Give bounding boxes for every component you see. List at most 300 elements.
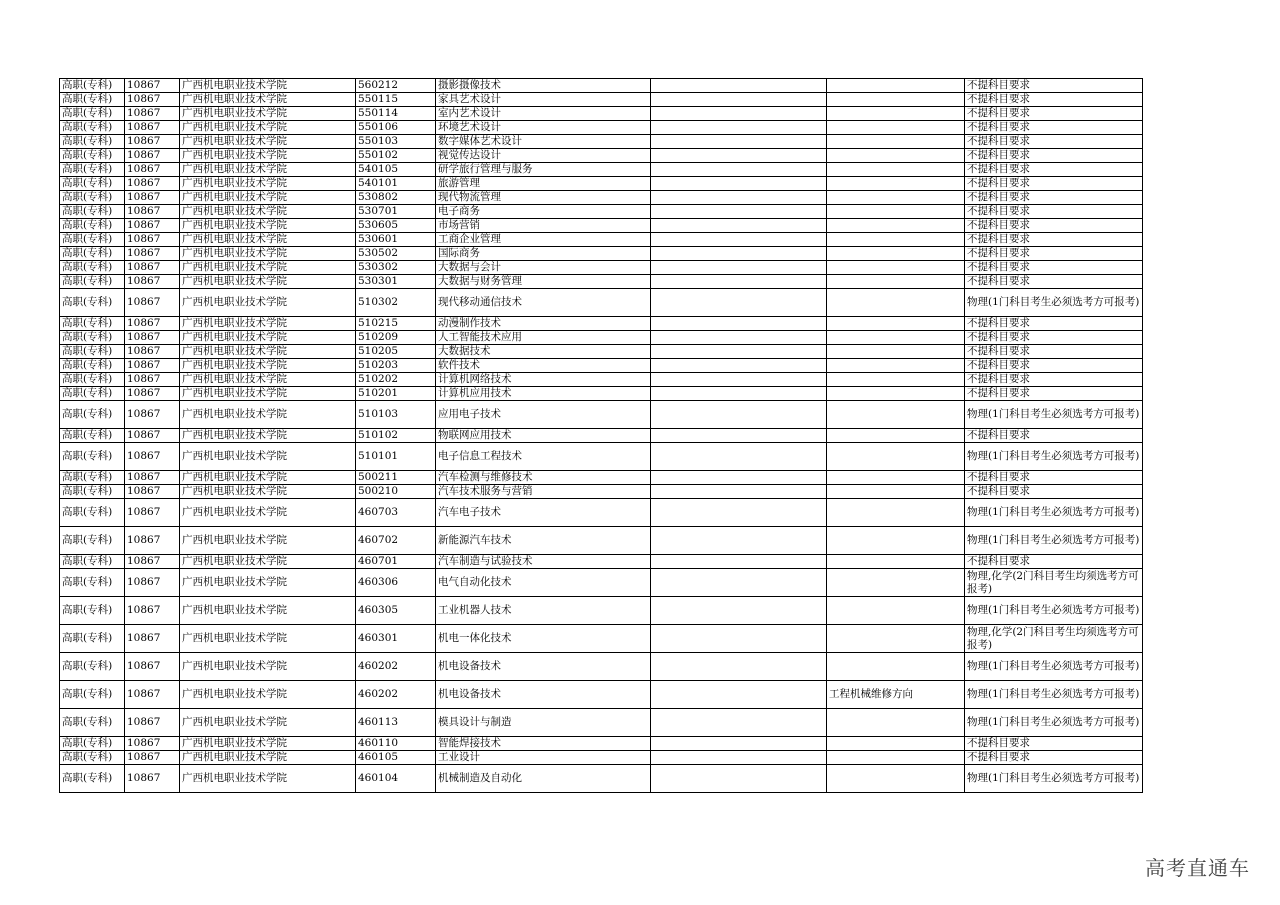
level-cell: 高职(专科) xyxy=(60,653,125,681)
school-code-cell: 10867 xyxy=(125,625,180,653)
school-code-cell: 10867 xyxy=(125,499,180,527)
level-cell: 高职(专科) xyxy=(60,177,125,191)
blank-cell xyxy=(651,205,827,219)
requirement-cell: 物理(1门科目考生必须选考方可报考) xyxy=(965,401,1143,429)
school-code-cell: 10867 xyxy=(125,107,180,121)
major-code-cell: 510209 xyxy=(356,331,436,345)
level-cell: 高职(专科) xyxy=(60,191,125,205)
major-code-cell: 530302 xyxy=(356,261,436,275)
major-name-cell: 汽车制造与试验技术 xyxy=(436,555,651,569)
major-name-cell: 汽车电子技术 xyxy=(436,499,651,527)
direction-cell xyxy=(827,359,965,373)
level-cell: 高职(专科) xyxy=(60,499,125,527)
direction-cell xyxy=(827,555,965,569)
requirement-cell: 物理(1门科目考生必须选考方可报考) xyxy=(965,709,1143,737)
major-code-cell: 510101 xyxy=(356,443,436,471)
blank-cell xyxy=(651,79,827,93)
school-name-cell: 广西机电职业技术学院 xyxy=(180,331,356,345)
major-code-cell: 500210 xyxy=(356,485,436,499)
level-cell: 高职(专科) xyxy=(60,121,125,135)
level-cell: 高职(专科) xyxy=(60,345,125,359)
table-row xyxy=(60,443,1143,471)
school-name-cell: 广西机电职业技术学院 xyxy=(180,79,356,93)
major-name-cell: 视觉传达设计 xyxy=(436,149,651,163)
major-code-cell: 460104 xyxy=(356,765,436,793)
blank-cell xyxy=(651,443,827,471)
table-row xyxy=(60,471,1143,485)
school-code-cell: 10867 xyxy=(125,247,180,261)
major-code-cell: 460306 xyxy=(356,569,436,597)
blank-cell xyxy=(651,751,827,765)
major-name-cell: 新能源汽车技术 xyxy=(436,527,651,555)
major-name-cell: 动漫制作技术 xyxy=(436,317,651,331)
school-name-cell: 广西机电职业技术学院 xyxy=(180,107,356,121)
level-cell: 高职(专科) xyxy=(60,317,125,331)
school-name-cell: 广西机电职业技术学院 xyxy=(180,597,356,625)
requirement-cell: 不提科目要求 xyxy=(965,163,1143,177)
direction-cell xyxy=(827,191,965,205)
level-cell: 高职(专科) xyxy=(60,163,125,177)
major-code-cell: 510203 xyxy=(356,359,436,373)
requirement-cell: 物理(1门科目考生必须选考方可报考) xyxy=(965,765,1143,793)
table-row xyxy=(60,401,1143,429)
direction-cell xyxy=(827,275,965,289)
major-code-cell: 540101 xyxy=(356,177,436,191)
requirement-cell: 不提科目要求 xyxy=(965,345,1143,359)
requirement-cell: 物理(1门科目考生必须选考方可报考) xyxy=(965,527,1143,555)
school-code-cell: 10867 xyxy=(125,401,180,429)
requirement-cell: 不提科目要求 xyxy=(965,233,1143,247)
blank-cell xyxy=(651,555,827,569)
requirement-cell: 不提科目要求 xyxy=(965,135,1143,149)
requirement-cell: 不提科目要求 xyxy=(965,219,1143,233)
school-code-cell: 10867 xyxy=(125,261,180,275)
major-code-cell: 460301 xyxy=(356,625,436,653)
major-code-cell: 510103 xyxy=(356,401,436,429)
requirement-cell: 物理(1门科目考生必须选考方可报考) xyxy=(965,443,1143,471)
level-cell: 高职(专科) xyxy=(60,135,125,149)
school-code-cell: 10867 xyxy=(125,443,180,471)
direction-cell xyxy=(827,569,965,597)
school-name-cell: 广西机电职业技术学院 xyxy=(180,233,356,247)
requirement-cell: 不提科目要求 xyxy=(965,191,1143,205)
school-name-cell: 广西机电职业技术学院 xyxy=(180,499,356,527)
major-name-cell: 工业设计 xyxy=(436,751,651,765)
blank-cell xyxy=(651,317,827,331)
school-code-cell: 10867 xyxy=(125,569,180,597)
direction-cell xyxy=(827,247,965,261)
direction-cell xyxy=(827,401,965,429)
level-cell: 高职(专科) xyxy=(60,373,125,387)
blank-cell xyxy=(651,135,827,149)
level-cell: 高职(专科) xyxy=(60,471,125,485)
level-cell: 高职(专科) xyxy=(60,569,125,597)
level-cell: 高职(专科) xyxy=(60,289,125,317)
requirement-cell: 物理(1门科目考生必须选考方可报考) xyxy=(965,597,1143,625)
level-cell: 高职(专科) xyxy=(60,359,125,373)
major-code-cell: 550114 xyxy=(356,107,436,121)
requirement-cell: 不提科目要求 xyxy=(965,331,1143,345)
requirement-cell: 物理(1门科目考生必须选考方可报考) xyxy=(965,681,1143,709)
level-cell: 高职(专科) xyxy=(60,681,125,709)
direction-cell xyxy=(827,177,965,191)
school-code-cell: 10867 xyxy=(125,737,180,751)
school-code-cell: 10867 xyxy=(125,765,180,793)
table-body xyxy=(60,79,1143,793)
direction-cell xyxy=(827,625,965,653)
level-cell: 高职(专科) xyxy=(60,387,125,401)
requirement-cell: 不提科目要求 xyxy=(965,275,1143,289)
school-name-cell: 广西机电职业技术学院 xyxy=(180,373,356,387)
requirement-cell: 不提科目要求 xyxy=(965,79,1143,93)
major-name-cell: 国际商务 xyxy=(436,247,651,261)
school-name-cell: 广西机电职业技术学院 xyxy=(180,555,356,569)
direction-cell xyxy=(827,205,965,219)
major-name-cell: 旅游管理 xyxy=(436,177,651,191)
school-name-cell: 广西机电职业技术学院 xyxy=(180,443,356,471)
major-code-cell: 510215 xyxy=(356,317,436,331)
major-name-cell: 机电设备技术 xyxy=(436,653,651,681)
blank-cell xyxy=(651,107,827,121)
requirement-cell: 物理,化学(2门科目考生均须选考方可报考) xyxy=(965,625,1143,653)
major-name-cell: 电子商务 xyxy=(436,205,651,219)
school-name-cell: 广西机电职业技术学院 xyxy=(180,289,356,317)
major-name-cell: 智能焊接技术 xyxy=(436,737,651,751)
blank-cell xyxy=(651,219,827,233)
blank-cell xyxy=(651,681,827,709)
blank-cell xyxy=(651,121,827,135)
level-cell: 高职(专科) xyxy=(60,401,125,429)
school-code-cell: 10867 xyxy=(125,289,180,317)
table-row xyxy=(60,709,1143,737)
school-code-cell: 10867 xyxy=(125,709,180,737)
major-code-cell: 460702 xyxy=(356,527,436,555)
direction-cell xyxy=(827,751,965,765)
school-name-cell: 广西机电职业技术学院 xyxy=(180,765,356,793)
school-code-cell: 10867 xyxy=(125,149,180,163)
major-name-cell: 汽车技术服务与营销 xyxy=(436,485,651,499)
level-cell: 高职(专科) xyxy=(60,555,125,569)
direction-cell xyxy=(827,331,965,345)
school-code-cell: 10867 xyxy=(125,429,180,443)
major-name-cell: 家具艺术设计 xyxy=(436,93,651,107)
school-code-cell: 10867 xyxy=(125,373,180,387)
level-cell: 高职(专科) xyxy=(60,751,125,765)
school-code-cell: 10867 xyxy=(125,121,180,135)
table-row xyxy=(60,261,1143,275)
major-code-cell: 550115 xyxy=(356,93,436,107)
table-row xyxy=(60,429,1143,443)
level-cell: 高职(专科) xyxy=(60,205,125,219)
requirement-cell: 不提科目要求 xyxy=(965,429,1143,443)
admission-requirements-table xyxy=(59,78,1143,793)
major-code-cell: 510202 xyxy=(356,373,436,387)
table-row xyxy=(60,205,1143,219)
blank-cell xyxy=(651,387,827,401)
table-row xyxy=(60,79,1143,93)
blank-cell xyxy=(651,275,827,289)
major-code-cell: 460110 xyxy=(356,737,436,751)
direction-cell xyxy=(827,499,965,527)
requirement-cell: 不提科目要求 xyxy=(965,471,1143,485)
school-code-cell: 10867 xyxy=(125,345,180,359)
level-cell: 高职(专科) xyxy=(60,261,125,275)
requirement-cell: 不提科目要求 xyxy=(965,737,1143,751)
blank-cell xyxy=(651,527,827,555)
major-code-cell: 550102 xyxy=(356,149,436,163)
table-row xyxy=(60,499,1143,527)
level-cell: 高职(专科) xyxy=(60,93,125,107)
direction-cell xyxy=(827,373,965,387)
requirement-cell: 不提科目要求 xyxy=(965,317,1143,331)
school-name-cell: 广西机电职业技术学院 xyxy=(180,681,356,709)
school-name-cell: 广西机电职业技术学院 xyxy=(180,387,356,401)
school-code-cell: 10867 xyxy=(125,751,180,765)
level-cell: 高职(专科) xyxy=(60,527,125,555)
school-code-cell: 10867 xyxy=(125,163,180,177)
requirement-cell: 不提科目要求 xyxy=(965,121,1143,135)
requirement-cell: 物理(1门科目考生必须选考方可报考) xyxy=(965,499,1143,527)
major-name-cell: 计算机网络技术 xyxy=(436,373,651,387)
school-code-cell: 10867 xyxy=(125,359,180,373)
direction-cell xyxy=(827,261,965,275)
school-name-cell: 广西机电职业技术学院 xyxy=(180,751,356,765)
direction-cell xyxy=(827,107,965,121)
school-name-cell: 广西机电职业技术学院 xyxy=(180,485,356,499)
level-cell: 高职(专科) xyxy=(60,331,125,345)
major-name-cell: 现代移动通信技术 xyxy=(436,289,651,317)
school-code-cell: 10867 xyxy=(125,177,180,191)
level-cell: 高职(专科) xyxy=(60,107,125,121)
major-code-cell: 460202 xyxy=(356,653,436,681)
direction-cell xyxy=(827,527,965,555)
major-code-cell: 550103 xyxy=(356,135,436,149)
major-name-cell: 人工智能技术应用 xyxy=(436,331,651,345)
blank-cell xyxy=(651,401,827,429)
requirement-cell: 不提科目要求 xyxy=(965,149,1143,163)
table-row xyxy=(60,219,1143,233)
table-row xyxy=(60,387,1143,401)
level-cell: 高职(专科) xyxy=(60,737,125,751)
table-row xyxy=(60,275,1143,289)
major-code-cell: 460305 xyxy=(356,597,436,625)
requirement-cell: 物理,化学(2门科目考生均须选考方可报考) xyxy=(965,569,1143,597)
major-name-cell: 应用电子技术 xyxy=(436,401,651,429)
blank-cell xyxy=(651,625,827,653)
watermark-logo: 高考直通车 xyxy=(1145,856,1250,880)
requirement-cell: 不提科目要求 xyxy=(965,247,1143,261)
table-row xyxy=(60,93,1143,107)
blank-cell xyxy=(651,149,827,163)
level-cell: 高职(专科) xyxy=(60,709,125,737)
table-row xyxy=(60,485,1143,499)
school-code-cell: 10867 xyxy=(125,653,180,681)
table-row xyxy=(60,317,1143,331)
direction-cell xyxy=(827,135,965,149)
school-code-cell: 10867 xyxy=(125,205,180,219)
direction-cell xyxy=(827,597,965,625)
blank-cell xyxy=(651,485,827,499)
table-row xyxy=(60,177,1143,191)
major-code-cell: 530802 xyxy=(356,191,436,205)
table-row xyxy=(60,121,1143,135)
table-row xyxy=(60,653,1143,681)
major-name-cell: 计算机应用技术 xyxy=(436,387,651,401)
blank-cell xyxy=(651,93,827,107)
major-code-cell: 530601 xyxy=(356,233,436,247)
school-name-cell: 广西机电职业技术学院 xyxy=(180,135,356,149)
level-cell: 高职(专科) xyxy=(60,275,125,289)
blank-cell xyxy=(651,177,827,191)
blank-cell xyxy=(651,373,827,387)
school-code-cell: 10867 xyxy=(125,135,180,149)
direction-cell xyxy=(827,765,965,793)
major-code-cell: 460113 xyxy=(356,709,436,737)
major-code-cell: 550106 xyxy=(356,121,436,135)
school-code-cell: 10867 xyxy=(125,555,180,569)
level-cell: 高职(专科) xyxy=(60,429,125,443)
school-code-cell: 10867 xyxy=(125,317,180,331)
major-name-cell: 电气自动化技术 xyxy=(436,569,651,597)
major-code-cell: 530502 xyxy=(356,247,436,261)
requirement-cell: 物理(1门科目考生必须选考方可报考) xyxy=(965,289,1143,317)
school-name-cell: 广西机电职业技术学院 xyxy=(180,205,356,219)
school-code-cell: 10867 xyxy=(125,527,180,555)
major-code-cell: 460202 xyxy=(356,681,436,709)
direction-cell xyxy=(827,737,965,751)
table-row xyxy=(60,597,1143,625)
school-code-cell: 10867 xyxy=(125,471,180,485)
table-row xyxy=(60,569,1143,597)
school-code-cell: 10867 xyxy=(125,331,180,345)
school-code-cell: 10867 xyxy=(125,79,180,93)
school-name-cell: 广西机电职业技术学院 xyxy=(180,401,356,429)
major-code-cell: 530301 xyxy=(356,275,436,289)
direction-cell xyxy=(827,443,965,471)
major-code-cell: 510205 xyxy=(356,345,436,359)
school-name-cell: 广西机电职业技术学院 xyxy=(180,527,356,555)
school-name-cell: 广西机电职业技术学院 xyxy=(180,429,356,443)
requirement-cell: 不提科目要求 xyxy=(965,177,1143,191)
school-name-cell: 广西机电职业技术学院 xyxy=(180,163,356,177)
level-cell: 高职(专科) xyxy=(60,149,125,163)
requirement-cell: 物理(1门科目考生必须选考方可报考) xyxy=(965,653,1143,681)
requirement-cell: 不提科目要求 xyxy=(965,387,1143,401)
direction-cell xyxy=(827,121,965,135)
direction-cell: 工程机械维修方向 xyxy=(827,681,965,709)
blank-cell xyxy=(651,191,827,205)
school-name-cell: 广西机电职业技术学院 xyxy=(180,625,356,653)
blank-cell xyxy=(651,737,827,751)
blank-cell xyxy=(651,471,827,485)
school-name-cell: 广西机电职业技术学院 xyxy=(180,737,356,751)
direction-cell xyxy=(827,429,965,443)
table-row xyxy=(60,289,1143,317)
table-row xyxy=(60,135,1143,149)
level-cell: 高职(专科) xyxy=(60,485,125,499)
requirement-cell: 不提科目要求 xyxy=(965,373,1143,387)
table-row xyxy=(60,765,1143,793)
major-code-cell: 510102 xyxy=(356,429,436,443)
blank-cell xyxy=(651,359,827,373)
major-name-cell: 大数据与财务管理 xyxy=(436,275,651,289)
direction-cell xyxy=(827,149,965,163)
blank-cell xyxy=(651,709,827,737)
school-code-cell: 10867 xyxy=(125,219,180,233)
table-row xyxy=(60,527,1143,555)
table-row xyxy=(60,107,1143,121)
school-code-cell: 10867 xyxy=(125,93,180,107)
level-cell: 高职(专科) xyxy=(60,247,125,261)
table-row xyxy=(60,737,1143,751)
school-code-cell: 10867 xyxy=(125,233,180,247)
blank-cell xyxy=(651,247,827,261)
requirement-cell: 不提科目要求 xyxy=(965,205,1143,219)
school-code-cell: 10867 xyxy=(125,387,180,401)
direction-cell xyxy=(827,653,965,681)
blank-cell xyxy=(651,331,827,345)
direction-cell xyxy=(827,233,965,247)
direction-cell xyxy=(827,471,965,485)
requirement-cell: 不提科目要求 xyxy=(965,751,1143,765)
blank-cell xyxy=(651,765,827,793)
table-row xyxy=(60,149,1143,163)
direction-cell xyxy=(827,485,965,499)
school-code-cell: 10867 xyxy=(125,681,180,709)
major-name-cell: 室内艺术设计 xyxy=(436,107,651,121)
requirement-cell: 不提科目要求 xyxy=(965,107,1143,121)
table-row xyxy=(60,625,1143,653)
school-code-cell: 10867 xyxy=(125,191,180,205)
level-cell: 高职(专科) xyxy=(60,233,125,247)
level-cell: 高职(专科) xyxy=(60,625,125,653)
major-name-cell: 机电设备技术 xyxy=(436,681,651,709)
major-name-cell: 数字媒体艺术设计 xyxy=(436,135,651,149)
table-row xyxy=(60,751,1143,765)
table-row xyxy=(60,331,1143,345)
major-name-cell: 大数据与会计 xyxy=(436,261,651,275)
major-code-cell: 460701 xyxy=(356,555,436,569)
level-cell: 高职(专科) xyxy=(60,597,125,625)
direction-cell xyxy=(827,289,965,317)
major-name-cell: 摄影摄像技术 xyxy=(436,79,651,93)
school-name-cell: 广西机电职业技术学院 xyxy=(180,471,356,485)
school-code-cell: 10867 xyxy=(125,275,180,289)
blank-cell xyxy=(651,499,827,527)
school-name-cell: 广西机电职业技术学院 xyxy=(180,93,356,107)
blank-cell xyxy=(651,597,827,625)
blank-cell xyxy=(651,345,827,359)
direction-cell xyxy=(827,93,965,107)
major-name-cell: 市场营销 xyxy=(436,219,651,233)
blank-cell xyxy=(651,429,827,443)
major-code-cell: 460703 xyxy=(356,499,436,527)
blank-cell xyxy=(651,289,827,317)
level-cell: 高职(专科) xyxy=(60,219,125,233)
table-row xyxy=(60,359,1143,373)
requirement-cell: 不提科目要求 xyxy=(965,359,1143,373)
direction-cell xyxy=(827,345,965,359)
major-name-cell: 现代物流管理 xyxy=(436,191,651,205)
major-code-cell: 510302 xyxy=(356,289,436,317)
level-cell: 高职(专科) xyxy=(60,765,125,793)
requirement-cell: 不提科目要求 xyxy=(965,485,1143,499)
school-name-cell: 广西机电职业技术学院 xyxy=(180,177,356,191)
requirement-cell: 不提科目要求 xyxy=(965,555,1143,569)
school-name-cell: 广西机电职业技术学院 xyxy=(180,191,356,205)
table-row xyxy=(60,163,1143,177)
school-name-cell: 广西机电职业技术学院 xyxy=(180,345,356,359)
